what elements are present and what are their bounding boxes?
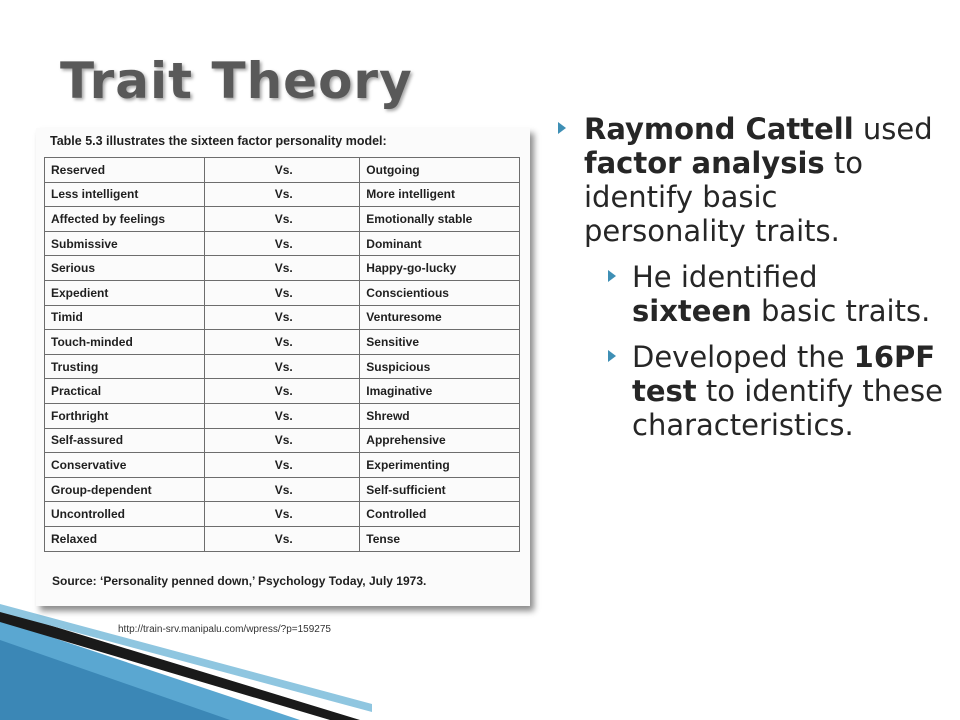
table-source: Source: ‘Personality penned down,’ Psychology Today, July 1973. — [52, 574, 427, 588]
trait-high: Suspicious — [360, 354, 520, 379]
trait-high: More intelligent — [360, 182, 520, 207]
source-url: http://train-srv.manipalu.com/wpress/?p=159275 — [118, 624, 331, 635]
trait-high: Outgoing — [360, 158, 520, 183]
trait-high: Sensitive — [360, 330, 520, 355]
trait-low: Timid — [45, 305, 205, 330]
bullet-list — [556, 112, 946, 442]
trait-high: Controlled — [360, 502, 520, 527]
table-row — [45, 231, 520, 256]
bullet-sub2-text2: to identify these characteristics. — [632, 374, 943, 442]
trait-low: Relaxed — [45, 526, 205, 551]
trait-low: Group-dependent — [45, 477, 205, 502]
trait-low: Trusting — [45, 354, 205, 379]
trait-low: Touch-minded — [45, 330, 205, 355]
bullet-sub-2 — [556, 340, 946, 442]
table-caption: Table 5.3 illustrates the sixteen factor personality model: — [50, 134, 387, 148]
bullet-main — [556, 112, 946, 248]
trait-low: Affected by feelings — [45, 207, 205, 232]
trait-high: Shrewd — [360, 403, 520, 428]
table-row — [45, 256, 520, 281]
trait-high: Tense — [360, 526, 520, 551]
table-row — [45, 305, 520, 330]
trait-high: Imaginative — [360, 379, 520, 404]
table-row — [45, 158, 520, 183]
versus-label: Vs. — [204, 305, 360, 330]
table-row — [45, 477, 520, 502]
trait-low: Reserved — [45, 158, 205, 183]
trait-low: Submissive — [45, 231, 205, 256]
table-row — [45, 207, 520, 232]
trait-low: Self-assured — [45, 428, 205, 453]
versus-label: Vs. — [204, 280, 360, 305]
bullet-main-text2: to identify basic personality traits. — [584, 146, 863, 248]
bullet-arrow-icon — [608, 350, 616, 362]
versus-label: Vs. — [204, 158, 360, 183]
versus-label: Vs. — [204, 453, 360, 478]
trait-low: Forthright — [45, 403, 205, 428]
bullet-sub2-bold1: 16PF test — [632, 340, 936, 408]
trait-low: Serious — [45, 256, 205, 281]
versus-label: Vs. — [204, 231, 360, 256]
table-row — [45, 182, 520, 207]
versus-label: Vs. — [204, 354, 360, 379]
trait-low: Conservative — [45, 453, 205, 478]
trait-high: Emotionally stable — [360, 207, 520, 232]
table-row — [45, 379, 520, 404]
versus-label: Vs. — [204, 182, 360, 207]
trait-high: Dominant — [360, 231, 520, 256]
bullet-sub-1 — [556, 260, 946, 328]
versus-label: Vs. — [204, 330, 360, 355]
versus-label: Vs. — [204, 428, 360, 453]
slide-title: Trait Theory — [60, 52, 413, 110]
bullet-arrow-icon — [608, 270, 616, 282]
trait-low: Practical — [45, 379, 205, 404]
trait-table-image — [36, 128, 530, 606]
trait-high: Happy-go-lucky — [360, 256, 520, 281]
trait-low: Uncontrolled — [45, 502, 205, 527]
versus-label: Vs. — [204, 502, 360, 527]
bullet-sub1-text2: basic traits. — [751, 294, 931, 328]
table-row — [45, 502, 520, 527]
bullet-sub1-text1: He identified — [632, 260, 818, 294]
trait-low: Expedient — [45, 280, 205, 305]
table-row — [45, 280, 520, 305]
versus-label: Vs. — [204, 256, 360, 281]
table-row — [45, 403, 520, 428]
bullet-main-bold2: factor analysis — [584, 146, 825, 180]
bullet-arrow-icon — [558, 122, 566, 134]
table-row — [45, 354, 520, 379]
bullet-sub1-bold1: sixteen — [632, 294, 752, 328]
versus-label: Vs. — [204, 477, 360, 502]
trait-low: Less intelligent — [45, 182, 205, 207]
table-row — [45, 526, 520, 551]
trait-table — [44, 157, 520, 552]
table-row — [45, 330, 520, 355]
versus-label: Vs. — [204, 379, 360, 404]
trait-high: Experimenting — [360, 453, 520, 478]
trait-high: Self-sufficient — [360, 477, 520, 502]
versus-label: Vs. — [204, 526, 360, 551]
bullet-main-text1: used — [853, 112, 933, 146]
table-row — [45, 453, 520, 478]
versus-label: Vs. — [204, 403, 360, 428]
bullet-sub2-text1: Developed the — [632, 340, 854, 374]
table-row — [45, 428, 520, 453]
trait-high: Venturesome — [360, 305, 520, 330]
bullet-main-bold1: Raymond Cattell — [584, 112, 854, 146]
versus-label: Vs. — [204, 207, 360, 232]
trait-high: Conscientious — [360, 280, 520, 305]
trait-high: Apprehensive — [360, 428, 520, 453]
